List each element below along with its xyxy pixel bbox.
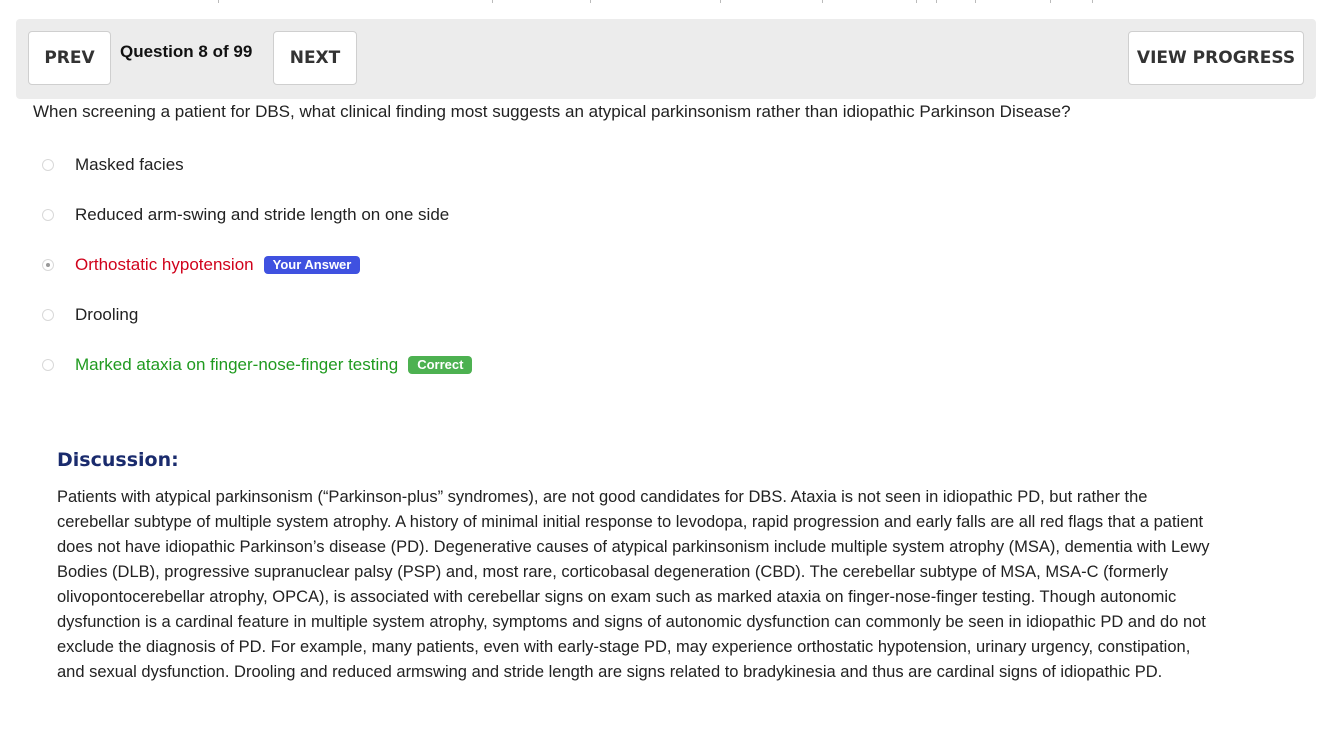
option-label: Reduced arm-swing and stride length on one side bbox=[75, 205, 450, 224]
next-button[interactable]: NEXT bbox=[273, 31, 357, 85]
answer-option-masked-facies[interactable] bbox=[42, 153, 184, 177]
answer-option-drooling[interactable] bbox=[42, 303, 138, 327]
answer-option-marked-ataxia[interactable] bbox=[42, 353, 472, 377]
radio-button[interactable] bbox=[42, 159, 54, 171]
radio-button-selected[interactable] bbox=[42, 259, 54, 271]
option-label: Marked ataxia on finger-nose-finger testing bbox=[75, 355, 399, 374]
counter-current: 8 bbox=[198, 42, 208, 61]
option-label: Drooling bbox=[75, 305, 139, 324]
question-nav-bar bbox=[16, 19, 1316, 99]
discussion-body: Patients with atypical parkinsonism (“Parkinson-plus” syndromes), are not good candidates for DBS. Ataxia is not seen in idiopathic PD, but rather the cerebellar subtype of multiple system atrophy. A history of minimal initial response to levodopa, rapid progression and early falls are all red flags that a patient does not have idiopathic Parkinson’s disease (PD). Degenerative causes of atypical parkinsonism include multiple system atrophy (MSA), dementia with Lewy Bodies (DLB), progressive supranuclear palsy (PSP) and, most rare, corticobasal degeneration (CBD). The cerebellar subtype of MSA, MSA-C (formerly olivopontocerebellar atrophy, OPCA), is associated with cerebellar signs on exam such as marked ataxia on finger-nose-finger testing. Though autonomic dysfunction is a cardinal feature in multiple system atrophy, symptoms and signs of autonomic dysfunction can commonly be seen in idiopathic PD and do not exclude the diagnosis of PD. For example, many patients, even with early-stage PD, may experience orthostatic hypotension, urinary urgency, constipation, and sexual dysfunction. Drooling and reduced armswing and stride length are signs related to bradykinesia and thus are cardinal signs of idiopathic PD. bbox=[57, 488, 1210, 681]
your-answer-badge: Your Answer bbox=[264, 256, 361, 274]
question-counter bbox=[120, 42, 252, 62]
counter-of: of bbox=[212, 42, 229, 61]
top-cutoff-strip bbox=[0, 0, 1334, 6]
discussion-heading: Discussion: bbox=[57, 449, 179, 471]
prev-button[interactable]: PREV bbox=[28, 31, 111, 85]
answer-option-orthostatic-hypotension[interactable] bbox=[42, 253, 360, 277]
counter-total: 99 bbox=[233, 42, 253, 61]
radio-button[interactable] bbox=[42, 359, 54, 371]
correct-badge: Correct bbox=[408, 356, 472, 374]
view-progress-button[interactable]: VIEW PROGRESS bbox=[1128, 31, 1304, 85]
radio-button[interactable] bbox=[42, 209, 54, 221]
option-label: Masked facies bbox=[75, 155, 184, 174]
answer-option-reduced-arm-swing[interactable] bbox=[42, 203, 449, 227]
radio-button[interactable] bbox=[42, 309, 54, 321]
option-label: Orthostatic hypotension bbox=[75, 255, 254, 274]
counter-prefix: Question bbox=[120, 42, 194, 61]
question-text: When screening a patient for DBS, what clinical finding most suggests an atypical parkinsonism rather than idiopathic Parkinson Disease? bbox=[33, 102, 1071, 121]
